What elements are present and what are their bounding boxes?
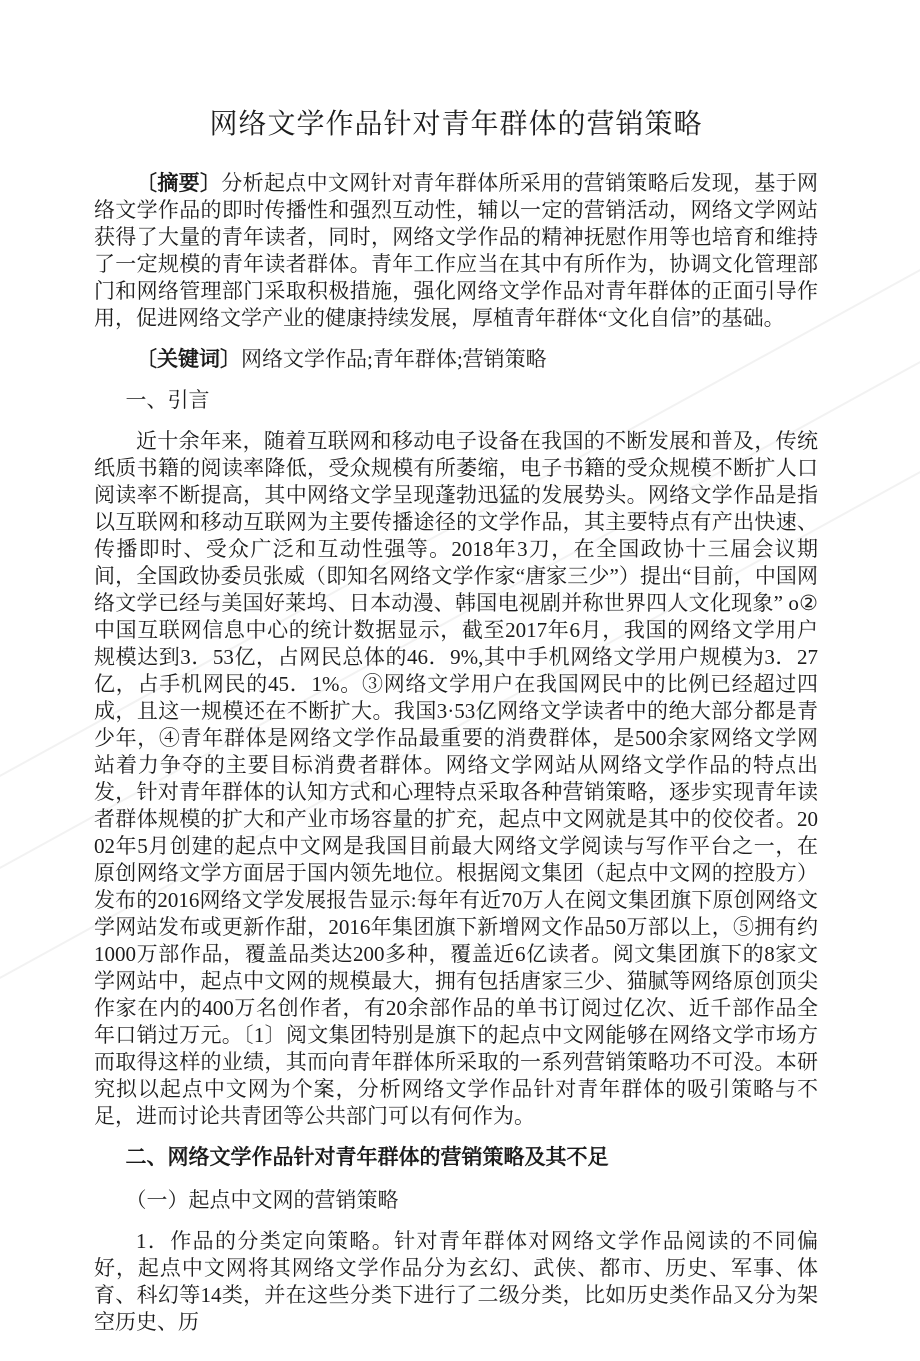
- paragraph-classification-strategy: 1．作品的分类定向策略。针对青年群体对网络文学作品阅读的不同偏好，起点中文网将其网络文学作品分为玄幻、武侠、都市、历史、军事、体育、科幻等14类，并在这些分类下进行了二级分类，比如历史类作品又分为架空历史、历: [94, 1229, 818, 1334]
- keywords-text: 网络文学作品;青年群体;营销策略: [241, 347, 547, 371]
- abstract-paragraph: [94, 170, 818, 332]
- abstract-label: 〔摘要〕: [136, 171, 222, 195]
- document-content: [94, 102, 818, 1350]
- intro-paragraph: 近十余年来，随着互联网和移动电子设备在我国的不断发展和普及，传统纸质书籍的阅读率降低，受众规模有所萎缩，电子书籍的受众规模不断扩人口阅读率不断提高，其中网络文学呈现蓬勃迅猛的发展势头。网络文学作品是指以互联网和移动互联网为主要传播途径的文学作品，其主要特点有产出快速、传播即时、受众广泛和互动性强等。2018年3刀，在全国政协十三届会议期间，全国政协委员张威（即知名网络文学作家“唐家三少”）提出“目前，中国网络文学已经与美国好莱坞、日本动漫、韩国电视剧并称世界四人文化现象” o②中国互联网信息中心的统计数据显示，截至2017年6月，我国的网络文学用户规模达到3．53亿，占网民总体的46．9%,其中手机网络文学用户规模为3．27亿，占手机网民的45．1%。③网络文学用户在我国网民中的比例已经超过四成，且这一规模还在不断扩大。我国3·53亿网络文学读者中的绝大部分都是青少年，④青年群体是网络文学作品最重要的消费群体，是500余家网络文学网站着力争夺的主要目标消费者群体。网络文学网站从网络文学作品的特点出发，针对青年群体的认知方式和心理特点采取各种营销策略，逐步实现青年读者群体规模的扩大和产业市场容量的扩充，起点中文网就是其中的佼佼者。2002年5月创建的起点中文网是我国目前最大网络文学阅读与写作平台之一，在原创网络文学方面居于国内领先地位。根据阅文集团（起点中文网的控股方）发布的2016网络文学发展报告显示:每年有近70万人在阅文集团旗下原创网络文学网站发布或更新作甜，2016年集团旗下新增网文作品50万部以上，⑤拥有约1000万部作品，覆盖品类达200多种，覆盖近6亿读者。阅文集团旗下的8家文学网站中，起点中文网的规模最大，拥有包括唐家三少、猫腻等网络原创顶尖作家在内的400万名创作者，有20余部作品的单书订阅过亿次、近千部作品全年口销过万元。〔1〕阅文集团特别是旗下的起点中文网能够在网络文学市场方而取得这样的业绩，其而向青年群体所采取的一系列营销策略功不可没。本研究拟以起点中文网为个案，分析网络文学作品针对青年群体的吸引策略与不足，进而讨论共青团等公共部门可以有何作为。: [94, 429, 818, 1128]
- page-title: 网络文学作品针对青年群体的营销策略: [209, 109, 703, 140]
- section-heading-marketing-strategies: 二、网络文学作品针对青年群体的营销策略及其不足: [125, 1145, 609, 1169]
- abstract-text: 分析起点中文网针对青年群体所采用的营销策略后发现，基于网络文学作品的即时传播性和强烈互动性，辅以一定的营销活动，网络文学网站获得了大量的青年读者，同时，网络文学作品的精神抚慰作用等也培育和维持了一定规模的青年读者群体。青年工作应当在其中有所作为，协调文化管理部门和网络管理部门采取积极措施，强化网络文学作品对青年群体的正面引导作用，促进网络文学产业的健康持续发展，厚植青年群体“文化自信”的基础。: [94, 171, 819, 330]
- subsection-heading-qidian-strategy: （一）起点中文网的营销策略: [125, 1188, 399, 1212]
- section-heading-introduction: 一、引言: [125, 388, 210, 412]
- keywords-label: 〔关键词〕: [136, 347, 241, 371]
- keywords-paragraph: [94, 346, 818, 373]
